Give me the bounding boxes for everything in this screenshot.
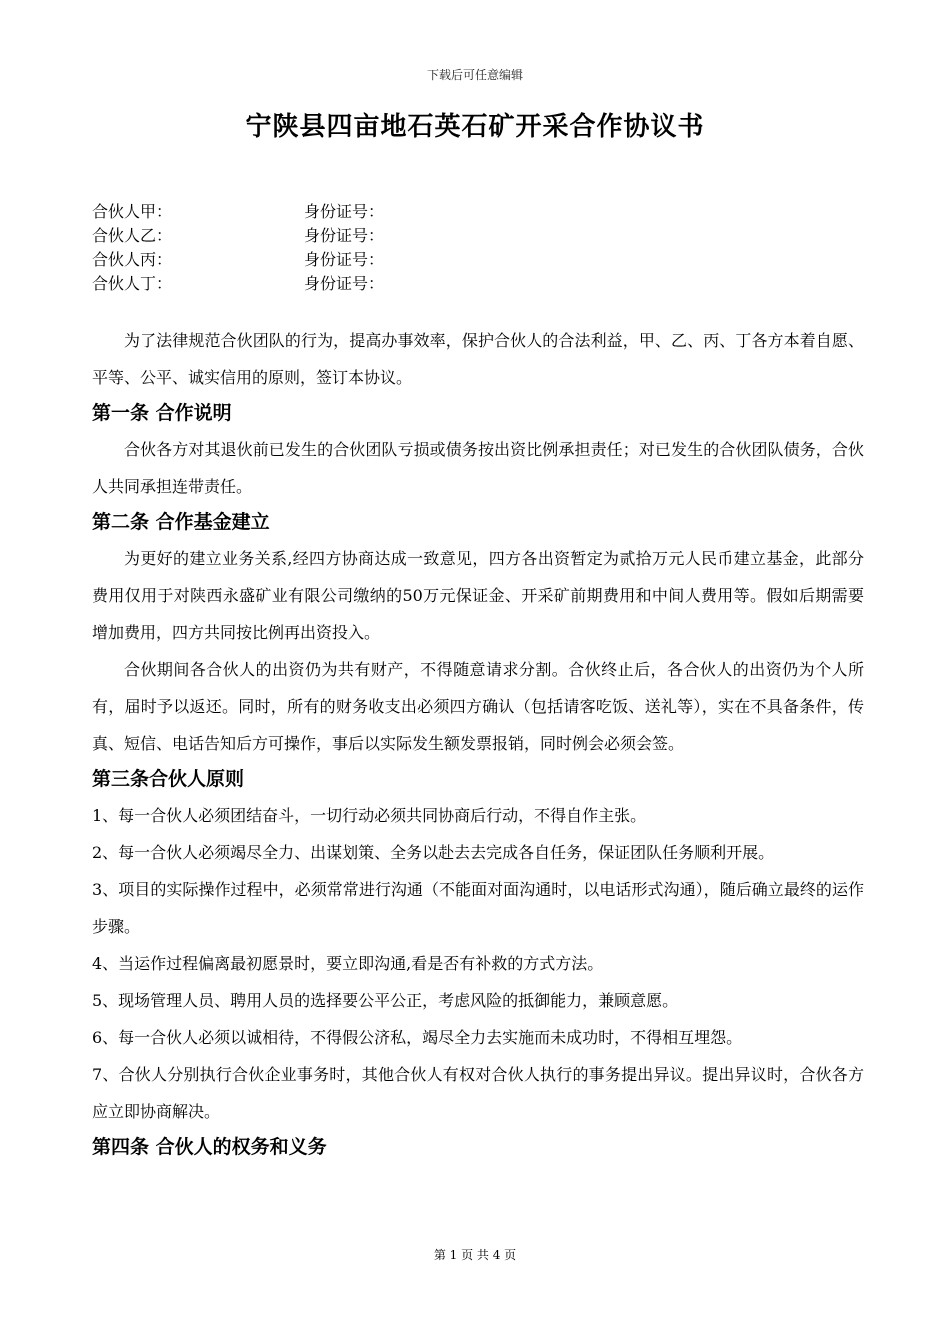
section-2-paragraph-2: 合伙期间各合伙人的出资仍为共有财产，不得随意请求分割。合伙终止后，各合伙人的出资仍为个人所有，届时予以返还。同时，所有的财务收支出必须四方确认（包括请客吃饭、送礼等），实在不具备条件，传真、短信、电话告知后方可操作，事后以实际发生额发票报销，同时例会必须会签。 <box>92 660 864 753</box>
partner-label: 合伙人丁： <box>92 274 173 293</box>
id-number-label: 身份证号： <box>304 202 385 221</box>
id-number-label: 身份证号： <box>304 250 385 269</box>
principle-item: 1、每一合伙人必须团结奋斗，一切行动必须共同协商后行动，不得自作主张。 <box>92 806 647 825</box>
intro-paragraph: 为了法律规范合伙团队的行为，提高办事效率，保护合伙人的合法利益，甲、乙、丙、丁各方本着自愿、平等、公平、诚实信用的原则，签订本协议。 <box>92 331 864 387</box>
partner-label: 合伙人乙： <box>92 226 173 245</box>
id-number-label: 身份证号： <box>304 226 385 245</box>
principle-item: 6、每一合伙人必须以诚相待，不得假公济私，竭尽全力去实施而未成功时，不得相互埋怨。 <box>92 1028 743 1047</box>
principle-item: 2、每一合伙人必须竭尽全力、出谋划策、全务以赴去去完成各自任务，保证团队任务顺利开展。 <box>92 843 775 862</box>
page-number: 第 1 页 共 4 页 <box>433 1248 517 1262</box>
section-heading-4: 第四条 合伙人的权务和义务 <box>92 1136 327 1158</box>
header-note: 下载后可任意编辑 <box>426 68 523 82</box>
principle-item: 4、当运作过程偏离最初愿景时，要立即沟通,看是否有补救的方式方法。 <box>92 954 604 973</box>
section-heading-3: 第三条合伙人原则 <box>92 768 245 790</box>
agreement-body <box>92 322 864 1165</box>
section-1-paragraph: 合伙各方对其退伙前已发生的合伙团队亏损或债务按出资比例承担责任；对已发生的合伙团队债务，合伙人共同承担连带责任。 <box>92 440 864 496</box>
section-heading-1: 第一条 合作说明 <box>92 402 232 424</box>
partner-list <box>92 200 792 296</box>
partner-label: 合伙人丙： <box>92 250 173 269</box>
principle-item: 7、合伙人分别执行合伙企业事务时，其他合伙人有权对合伙人执行的事务提出异议。提出异议时，合伙各方应立即协商解决。 <box>92 1065 864 1121</box>
principle-item: 5、现场管理人员、聘用人员的选择要公平公正，考虑风险的抵御能力，兼顾意愿。 <box>92 991 679 1010</box>
section-2-paragraph-1: 为更好的建立业务关系,经四方协商达成一致意见，四方各出资暂定为贰拾万元人民币建立基金，此部分费用仅用于对陕西永盛矿业有限公司缴纳的50万元保证金、开采矿前期费用和中间人费用等。假如后期需要增加费用，四方共同按比例再出资投入。 <box>92 549 864 642</box>
section-heading-2: 第二条 合作基金建立 <box>92 511 270 533</box>
id-number-label: 身份证号： <box>304 274 385 293</box>
document-title: 宁陕县四亩地石英石矿开采合作协议书 <box>245 112 705 142</box>
principle-item: 3、项目的实际操作过程中，必须常常进行沟通（不能面对面沟通时，以电话形式沟通），随后确立最终的运作步骤。 <box>92 880 864 936</box>
partner-row-yi <box>92 224 792 248</box>
partner-row-ding <box>92 272 792 296</box>
partner-label: 合伙人甲： <box>92 202 173 221</box>
partner-row-bing <box>92 248 792 272</box>
partner-row-jia <box>92 200 792 224</box>
